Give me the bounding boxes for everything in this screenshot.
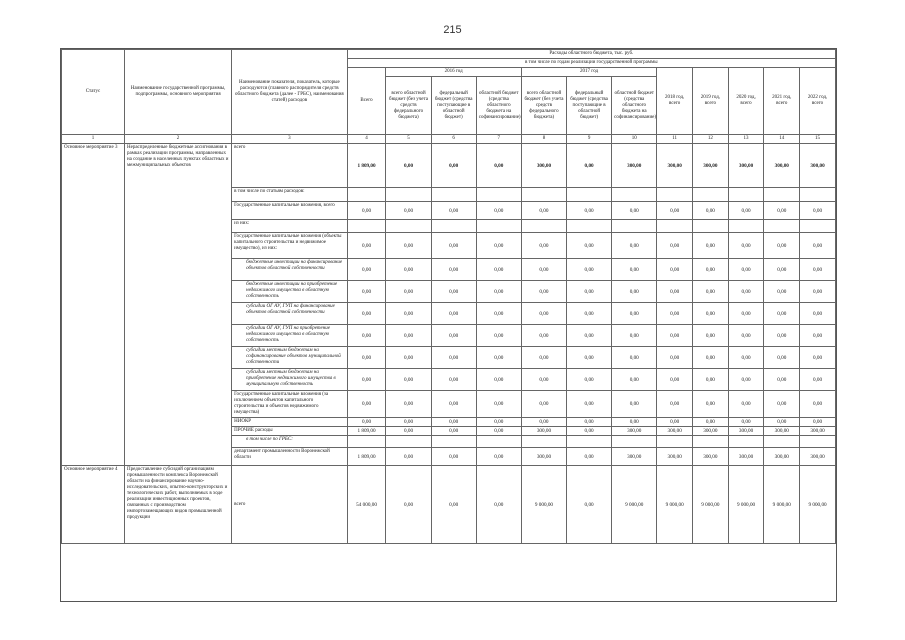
value-cell: 0,00 [476, 391, 521, 418]
value-cell [764, 188, 800, 202]
value-cell: 300,00 [521, 448, 566, 466]
value-cell: 9 000,00 [693, 466, 729, 544]
value-cell: 300,00 [693, 427, 729, 436]
indicator-cell: Государственные капитальные вложения, всего [232, 202, 348, 220]
value-cell [728, 188, 764, 202]
value-cell: 0,00 [728, 418, 764, 427]
value-cell: 0,00 [728, 281, 764, 303]
value-cell: 0,00 [521, 418, 566, 427]
col-number: 11 [657, 135, 693, 144]
value-cell: 0,00 [431, 144, 476, 188]
value-cell: 0,00 [431, 347, 476, 369]
indicator-cell: бюджетные инвестиции на приобретение недвижимого имущества в областную собственность [232, 281, 348, 303]
value-cell: 0,00 [800, 369, 836, 391]
value-cell: 9 000,00 [800, 466, 836, 544]
value-cell: 0,00 [800, 347, 836, 369]
value-cell: 0,00 [728, 391, 764, 418]
col-number: 14 [764, 135, 800, 144]
value-cell: 0,00 [431, 202, 476, 220]
value-cell: 0,00 [521, 233, 566, 259]
col-number: 15 [800, 135, 836, 144]
value-cell: 0,00 [567, 391, 612, 418]
value-cell: 0,00 [764, 369, 800, 391]
value-cell: 0,00 [567, 466, 612, 544]
value-cell: 300,00 [612, 144, 657, 188]
value-cell: 0,00 [386, 325, 431, 347]
value-cell: 0,00 [431, 427, 476, 436]
value-cell: 0,00 [431, 391, 476, 418]
indicator-cell: Государственные капитальные вложения (объекты капитального строительства и недвижимое имущество), из них: [232, 233, 348, 259]
col-number: 9 [567, 135, 612, 144]
value-cell: 300,00 [612, 427, 657, 436]
column-number-row [62, 135, 836, 144]
value-cell: 300,00 [728, 448, 764, 466]
value-cell: 0,00 [386, 427, 431, 436]
value-cell: 0,00 [521, 325, 566, 347]
table-row [62, 466, 836, 544]
value-cell: 0,00 [567, 427, 612, 436]
value-cell [476, 436, 521, 448]
value-cell: 300,00 [800, 427, 836, 436]
value-cell: 0,00 [431, 369, 476, 391]
value-cell [386, 220, 431, 233]
program-name-cell: Нераспределенные бюджетные ассигнования в рамках реализации программы, направленных на создание в населенных пунктах областных и межмуниципальных объектов [125, 144, 232, 466]
value-cell [800, 188, 836, 202]
value-cell [764, 436, 800, 448]
col-number: 3 [232, 135, 348, 144]
value-cell: 0,00 [693, 391, 729, 418]
value-cell: 0,00 [567, 418, 612, 427]
value-cell: 0,00 [347, 418, 386, 427]
header-src-2: федеральный бюджет (средства поступающие в областной бюджет) [431, 77, 476, 135]
value-cell: 0,00 [657, 281, 693, 303]
value-cell [800, 220, 836, 233]
indicator-cell: субсидии ОГ АУ, ГУП на приобретение недвижимого имущества в областную собственность [232, 325, 348, 347]
indicator-cell: всего [232, 144, 348, 188]
header-y2021: 2021 год, всего [764, 68, 800, 135]
value-cell: 0,00 [347, 391, 386, 418]
value-cell: 0,00 [567, 202, 612, 220]
value-cell: 300,00 [521, 427, 566, 436]
value-cell: 0,00 [728, 202, 764, 220]
value-cell [476, 188, 521, 202]
value-cell: 0,00 [657, 347, 693, 369]
value-cell: 0,00 [800, 303, 836, 325]
header-indicator: Наименование показателя, показатель, которые расходуются (главного распорядителя средств областного бюджета (далее - ГРБС), наименования статей) расходов [232, 50, 348, 135]
value-cell: 0,00 [800, 202, 836, 220]
header-src-6: областной бюджет (средства областного бюджета на софинансирование) [612, 77, 657, 135]
value-cell: 0,00 [693, 259, 729, 281]
indicator-cell: субсидии местным бюджетам на приобретение недвижимого имущества в муниципальную собственность [232, 369, 348, 391]
value-cell: 0,00 [728, 347, 764, 369]
value-cell: 0,00 [386, 259, 431, 281]
value-cell: 9 000,00 [612, 466, 657, 544]
value-cell: 0,00 [431, 448, 476, 466]
value-cell: 0,00 [476, 427, 521, 436]
value-cell: 0,00 [476, 259, 521, 281]
value-cell: 0,00 [800, 281, 836, 303]
value-cell: 0,00 [728, 303, 764, 325]
value-cell: 0,00 [693, 418, 729, 427]
value-cell [567, 436, 612, 448]
value-cell [728, 436, 764, 448]
value-cell: 0,00 [521, 391, 566, 418]
value-cell: 0,00 [612, 233, 657, 259]
status-cell: Основное мероприятие 3 [62, 144, 125, 466]
value-cell: 300,00 [693, 144, 729, 188]
col-number: 12 [693, 135, 729, 144]
indicator-cell: ПРОЧИЕ расходы [232, 427, 348, 436]
col-number: 8 [521, 135, 566, 144]
value-cell: 0,00 [521, 303, 566, 325]
value-cell [612, 436, 657, 448]
value-cell: 0,00 [764, 202, 800, 220]
value-cell: 0,00 [347, 281, 386, 303]
value-cell [657, 188, 693, 202]
value-cell: 300,00 [764, 448, 800, 466]
value-cell: 0,00 [431, 418, 476, 427]
value-cell [567, 188, 612, 202]
value-cell [431, 436, 476, 448]
value-cell [476, 220, 521, 233]
value-cell: 300,00 [800, 144, 836, 188]
value-cell: 0,00 [693, 281, 729, 303]
value-cell: 0,00 [347, 202, 386, 220]
value-cell: 0,00 [800, 325, 836, 347]
value-cell [657, 220, 693, 233]
value-cell: 1 809,00 [347, 448, 386, 466]
value-cell: 300,00 [612, 448, 657, 466]
value-cell: 0,00 [693, 303, 729, 325]
value-cell: 0,00 [657, 259, 693, 281]
col-number: 2 [125, 135, 232, 144]
value-cell: 0,00 [567, 325, 612, 347]
header-src-1: всего областной бюджет (без учета средств федерального бюджета) [386, 77, 431, 135]
value-cell [386, 188, 431, 202]
value-cell: 0,00 [521, 369, 566, 391]
value-cell: 0,00 [764, 281, 800, 303]
value-cell [764, 220, 800, 233]
header-y2022: 2022 год, всего [800, 68, 836, 135]
value-cell: 0,00 [386, 369, 431, 391]
indicator-cell: департамент промышленности Воронежской области [232, 448, 348, 466]
value-cell: 0,00 [347, 259, 386, 281]
col-number: 13 [728, 135, 764, 144]
value-cell: 300,00 [728, 144, 764, 188]
value-cell: 0,00 [800, 391, 836, 418]
value-cell: 0,00 [347, 347, 386, 369]
value-cell: 9 000,00 [728, 466, 764, 544]
value-cell: 0,00 [386, 233, 431, 259]
indicator-cell: в том числе по статьям расходов: [232, 188, 348, 202]
indicator-cell: субсидии ОГ АУ, ГУП на финансирование объектов областной собственности [232, 303, 348, 325]
col-number: 6 [431, 135, 476, 144]
value-cell: 0,00 [657, 202, 693, 220]
value-cell: 0,00 [693, 325, 729, 347]
value-cell [521, 188, 566, 202]
value-cell: 0,00 [612, 202, 657, 220]
col-number: 10 [612, 135, 657, 144]
indicator-cell: субсидии местным бюджетам на софинансирование объектов муниципальной собственности [232, 347, 348, 369]
value-cell: 0,00 [764, 303, 800, 325]
value-cell: 0,00 [386, 202, 431, 220]
value-cell: 0,00 [386, 347, 431, 369]
value-cell [347, 436, 386, 448]
value-cell [657, 436, 693, 448]
value-cell: 0,00 [693, 369, 729, 391]
header-budget-title: Расходы областного бюджета, тыс. руб. [347, 50, 835, 59]
value-cell [800, 436, 836, 448]
value-cell: 0,00 [476, 303, 521, 325]
value-cell: 0,00 [764, 347, 800, 369]
value-cell: 0,00 [693, 347, 729, 369]
value-cell: 300,00 [800, 448, 836, 466]
value-cell [728, 220, 764, 233]
value-cell: 0,00 [386, 391, 431, 418]
value-cell: 300,00 [728, 427, 764, 436]
value-cell: 300,00 [657, 427, 693, 436]
value-cell: 300,00 [693, 448, 729, 466]
col-number: 7 [476, 135, 521, 144]
value-cell: 0,00 [657, 303, 693, 325]
value-cell: 0,00 [612, 281, 657, 303]
value-cell: 0,00 [386, 466, 431, 544]
value-cell: 0,00 [728, 369, 764, 391]
indicator-cell: НИОКР [232, 418, 348, 427]
value-cell: 0,00 [476, 144, 521, 188]
value-cell: 0,00 [612, 325, 657, 347]
indicator-cell: всего [232, 466, 348, 544]
header-year-2017: 2017 год [521, 68, 656, 77]
value-cell: 0,00 [431, 233, 476, 259]
value-cell [431, 220, 476, 233]
value-cell: 0,00 [764, 418, 800, 427]
value-cell: 0,00 [612, 369, 657, 391]
indicator-cell: в том числе по ГРБС: [232, 436, 348, 448]
value-cell: 0,00 [521, 347, 566, 369]
budget-table-body [62, 144, 836, 544]
value-cell: 0,00 [431, 303, 476, 325]
value-cell: 0,00 [476, 281, 521, 303]
value-cell: 0,00 [431, 466, 476, 544]
value-cell: 0,00 [657, 391, 693, 418]
value-cell: 0,00 [476, 202, 521, 220]
value-cell: 0,00 [728, 325, 764, 347]
value-cell: 0,00 [567, 347, 612, 369]
budget-table [61, 49, 836, 544]
header-src-3: областной бюджет (средства областного бюджета на софинансирование) [476, 77, 521, 135]
value-cell: 0,00 [728, 233, 764, 259]
value-cell [612, 220, 657, 233]
value-cell: 0,00 [657, 369, 693, 391]
value-cell: 0,00 [567, 303, 612, 325]
header-y2020: 2020 год, всего [728, 68, 764, 135]
value-cell: 0,00 [476, 369, 521, 391]
value-cell: 1 809,00 [347, 427, 386, 436]
value-cell: 1 809,00 [347, 144, 386, 188]
indicator-cell: бюджетные инвестиции на финансирование объектов областной собственности [232, 259, 348, 281]
value-cell: 0,00 [476, 347, 521, 369]
value-cell: 0,00 [612, 418, 657, 427]
value-cell: 300,00 [657, 448, 693, 466]
value-cell: 0,00 [431, 325, 476, 347]
value-cell: 0,00 [657, 418, 693, 427]
value-cell: 0,00 [347, 325, 386, 347]
value-cell: 0,00 [567, 144, 612, 188]
value-cell [612, 188, 657, 202]
value-cell: 0,00 [476, 448, 521, 466]
value-cell: 0,00 [693, 202, 729, 220]
header-budget-sub: в том числе по годам реализации государственной программы [347, 59, 835, 68]
header-status: Статус [62, 50, 125, 135]
table-row [62, 144, 836, 188]
value-cell: 0,00 [693, 233, 729, 259]
value-cell: 0,00 [347, 303, 386, 325]
value-cell: 0,00 [386, 144, 431, 188]
value-cell: 0,00 [521, 202, 566, 220]
value-cell: 0,00 [476, 233, 521, 259]
value-cell [693, 436, 729, 448]
header-year-2016: 2016 год [386, 68, 521, 77]
value-cell [521, 220, 566, 233]
value-cell: 300,00 [764, 427, 800, 436]
indicator-cell: Государственные капитальные вложения (за исключением объектов капитального строительства и объектов недвижимого имущества) [232, 391, 348, 418]
header-program-name: Наименование государственной программы, подпрограммы, основного мероприятия [125, 50, 232, 135]
value-cell: 9 000,00 [521, 466, 566, 544]
value-cell: 0,00 [476, 466, 521, 544]
col-number: 5 [386, 135, 431, 144]
col-number: 1 [62, 135, 125, 144]
value-cell: 0,00 [567, 369, 612, 391]
header-src-4: всего областной бюджет (без учета средств федерального бюджета) [521, 77, 566, 135]
value-cell [693, 220, 729, 233]
value-cell: 0,00 [657, 233, 693, 259]
value-cell [693, 188, 729, 202]
value-cell: 0,00 [386, 281, 431, 303]
value-cell [347, 220, 386, 233]
value-cell [431, 188, 476, 202]
value-cell: 300,00 [657, 144, 693, 188]
value-cell: 0,00 [567, 448, 612, 466]
header-src-5: федеральный бюджет (средства поступающие в областной бюджет) [567, 77, 612, 135]
value-cell: 0,00 [521, 281, 566, 303]
col-number: 4 [347, 135, 386, 144]
value-cell [347, 188, 386, 202]
value-cell: 0,00 [764, 391, 800, 418]
value-cell: 9 000,00 [657, 466, 693, 544]
value-cell: 0,00 [764, 233, 800, 259]
status-cell: Основное мероприятие 4 [62, 466, 125, 544]
value-cell: 0,00 [347, 233, 386, 259]
value-cell: 300,00 [764, 144, 800, 188]
program-name-cell: Предоставление субсидий организациям промышленности комплекса Воронежской области на финансирование научно-исследовательских, опытно-конструкторских и технологических работ, выполняемых в ходе реализации инвестиционных проектов, связанных с производством импортозамещающих видов промышленной продукции [125, 466, 232, 544]
value-cell: 0,00 [521, 259, 566, 281]
value-cell: 0,00 [612, 259, 657, 281]
value-cell: 54 000,00 [347, 466, 386, 544]
value-cell [386, 436, 431, 448]
value-cell: 9 000,00 [764, 466, 800, 544]
value-cell: 0,00 [612, 303, 657, 325]
value-cell: 0,00 [800, 233, 836, 259]
value-cell: 0,00 [612, 391, 657, 418]
value-cell: 0,00 [386, 303, 431, 325]
value-cell: 0,00 [764, 325, 800, 347]
value-cell: 300,00 [521, 144, 566, 188]
budget-table-sheet [60, 48, 837, 602]
header-total: Всего [347, 68, 386, 135]
header-y2018: 2018 год, всего [657, 68, 693, 135]
value-cell: 0,00 [386, 418, 431, 427]
value-cell: 0,00 [612, 347, 657, 369]
value-cell: 0,00 [657, 325, 693, 347]
value-cell: 0,00 [431, 259, 476, 281]
value-cell: 0,00 [764, 259, 800, 281]
value-cell: 0,00 [728, 259, 764, 281]
value-cell: 0,00 [800, 418, 836, 427]
value-cell: 0,00 [476, 325, 521, 347]
value-cell: 0,00 [476, 418, 521, 427]
value-cell: 0,00 [800, 259, 836, 281]
value-cell [521, 436, 566, 448]
value-cell: 0,00 [386, 448, 431, 466]
value-cell: 0,00 [567, 259, 612, 281]
page-number: 215 [443, 24, 462, 36]
value-cell: 0,00 [431, 281, 476, 303]
value-cell: 0,00 [567, 233, 612, 259]
value-cell [567, 220, 612, 233]
indicator-cell: из них: [232, 220, 348, 233]
header-y2019: 2019 год, всего [693, 68, 729, 135]
value-cell: 0,00 [347, 369, 386, 391]
value-cell: 0,00 [567, 281, 612, 303]
